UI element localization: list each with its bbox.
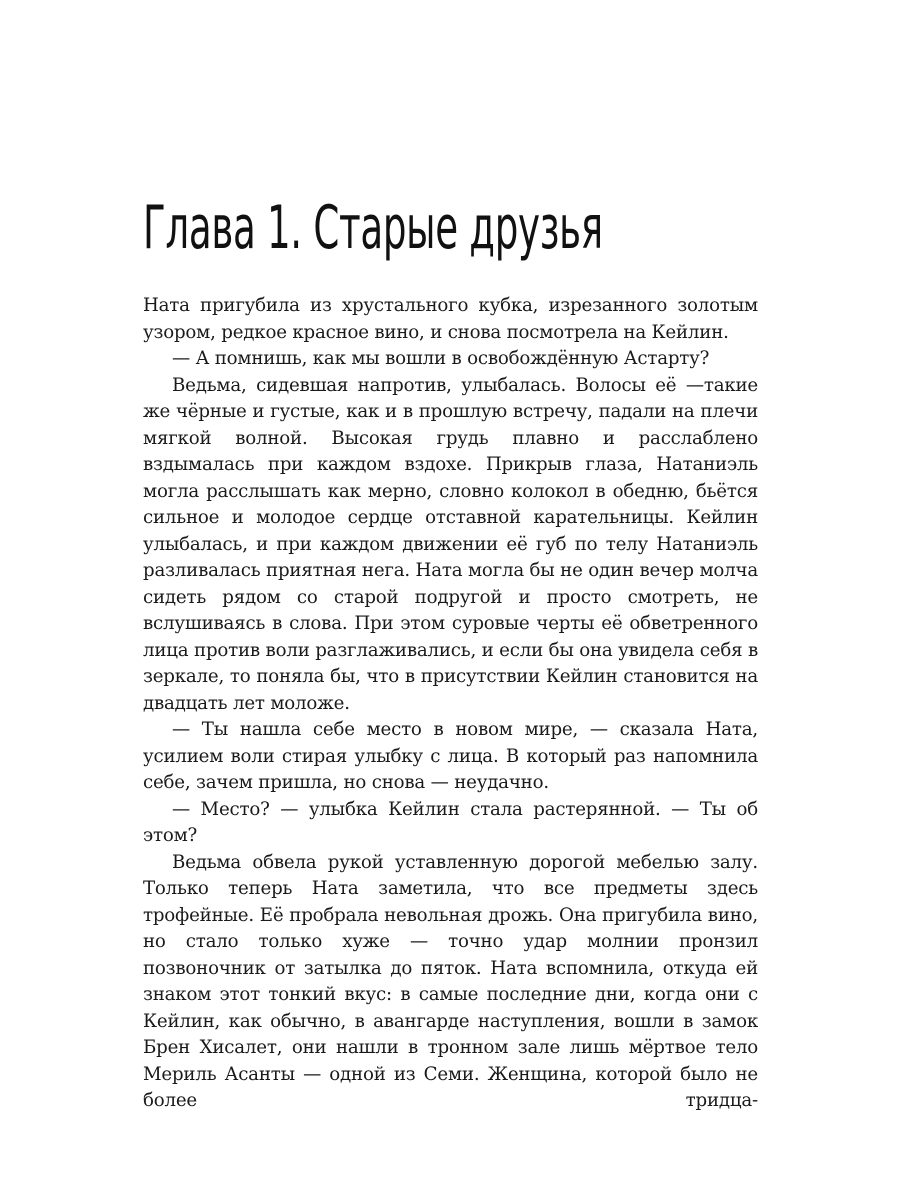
paragraph-6: Ведьма обвела рукой уставленную дорогой мебелью залу. Только теперь Ната заметила, что все предметы здесь трофейные. Её пробрала невольная дрожь. Она пригубила вино, но стало только хуже — точно удар молнии пронзил позвоночник от затылка до пяток. Ната вспомнила, откуда ей знаком этот тонкий вкус: в самые последние дни, когда они с Кейлин, как обычно, в авангарде наступления, вошли в замок Брен Хисалет, они нашли в тронном зале лишь мёртвое тело Мериль Асанты — одной из Семи. Женщина, которой было не более тридца- [143,851,758,1111]
paragraph-5: — Место? — улыбка Кейлин стала растерянной. — Ты об этом? [143,798,758,846]
paragraph-3: Ведьма, сидевшая напротив, улыбалась. Волосы её —такие же чёрные и густые, как и в прошлую встречу, падали на плечи мягкой волной. Высокая грудь плавно и расслаблено вздымалась при каждом вздохе. Прикрыв глаза, Натаниэль могла расслышать как мерно, словно колокол в обедню, бьётся сильное и молодое сердце отставной карательницы. Кейлин улыбалась, и при каждом движении её губ по телу Натаниэль разливалась приятная нега. Ната могла бы не один вечер молча сидеть рядом со старой подругой и просто смотреть, не вслушиваясь в слова. При этом суровые черты её обветренного лица против воли разглаживались, и если бы она увидела себя в зеркале, то поняла бы, что в присутствии Кейлин становится на двадцать лет моложе. [143,374,758,714]
paragraph-2: — А помнишь, как мы вошли в освобождённую Астарту? [172,348,710,369]
chapter-title: Глава 1. Старые друзья [143,193,603,263]
chapter-text [143,293,758,1115]
paragraph-1: Ната пригубила из хрустального кубка, изрезанного золотым узором, редкое красное вино, и снова посмотрела на Кейлин. [143,295,758,343]
paragraph-4: — Ты нашла себе место в новом мире, — сказала Ната, усилием воли стирая улыбку с лица. В который раз напомнила себе, зачем пришла, но снова — неудачно. [143,719,758,793]
